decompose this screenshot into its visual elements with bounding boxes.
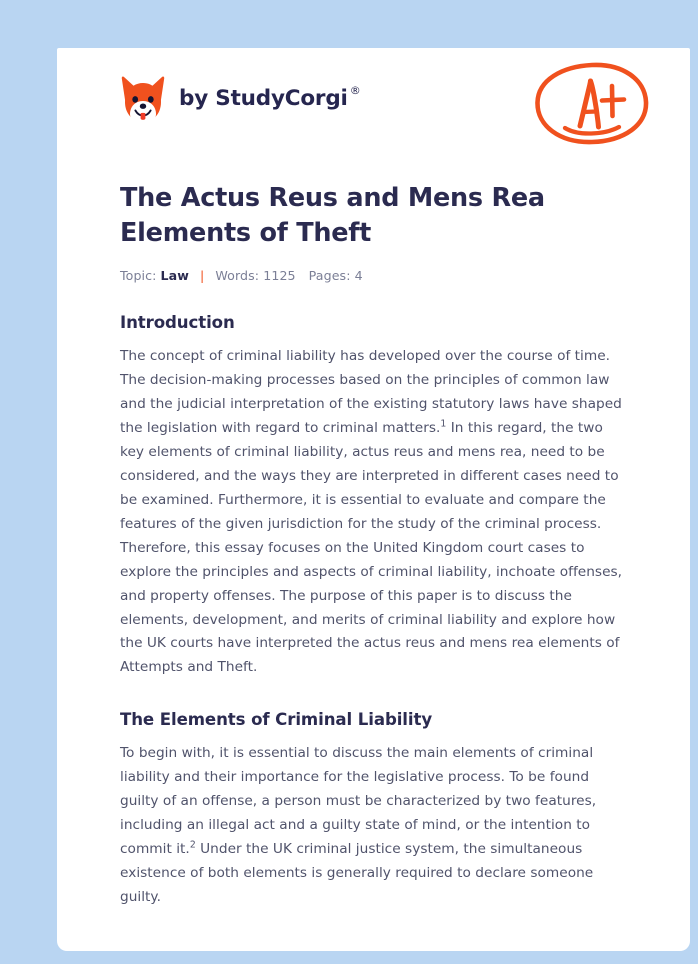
section-heading-introduction: Introduction [120, 312, 235, 332]
meta-separator: | [200, 267, 205, 283]
brand-name: by StudyCorgi ® [179, 84, 361, 112]
section-paragraph [120, 345, 627, 681]
meta-topic-label: Topic: [120, 267, 157, 283]
meta-topic-value[interactable]: Law [160, 267, 189, 283]
corgi-head-icon [120, 73, 166, 125]
paragraph-text-before: To begin with, it is essential to discuss the main elements of criminal liability and their importance for the legislative process. To be found guilty of an offense, a person must be characterized by two features, including an illegal act and a guilty state of mind, or the intention to commit it. [120, 745, 597, 858]
page-title: The Actus Reus and Mens Rea Elements of Theft [120, 183, 545, 248]
document-body [57, 181, 690, 910]
meta-words: Words: 1125 [215, 267, 296, 283]
paragraph-text-after: Under the UK criminal justice system, the simultaneous existence of both elements is generally required to declare someone guilty. [120, 841, 594, 906]
paragraph-text-after: In this regard, the two key elements of criminal liability, actus reus and mens rea, need to be considered, and the ways they are interpreted in different cases need to be examined. Furthermore, it is essential to evaluate and compare the features of the given jurisdiction for the study of the criminal process. Therefore, this essay focuses on the United Kingdom court cases to explore the principles and aspects of criminal liability, inchoate offenses, and property offenses. The purpose of this paper is to discuss the elements, development, and merits of criminal liability and explore how the UK courts have interpreted the actus reus and mens rea elements of Attempts and Theft. [120, 419, 623, 676]
brand-logo[interactable] [120, 73, 359, 125]
section-paragraph [120, 742, 627, 910]
paragraph-text-before: The concept of criminal liability has developed over the course of time. The decision-making processes based on the principles of common law and the judicial interpretation of the existing statutory laws have shaped the legislation with regard to criminal matters. [120, 347, 622, 436]
document-page [57, 48, 690, 951]
a-plus-circled-icon [534, 60, 650, 146]
page-header [57, 48, 690, 160]
registered-trademark-icon: ® [349, 84, 361, 98]
meta-pages: Pages: 4 [308, 267, 363, 283]
footnote-marker[interactable]: 2 [189, 839, 196, 851]
document-meta [120, 268, 627, 283]
footnote-marker[interactable]: 1 [440, 418, 447, 430]
section-heading-elements-of-criminal-liability: The Elements of Criminal Liability [120, 710, 433, 730]
